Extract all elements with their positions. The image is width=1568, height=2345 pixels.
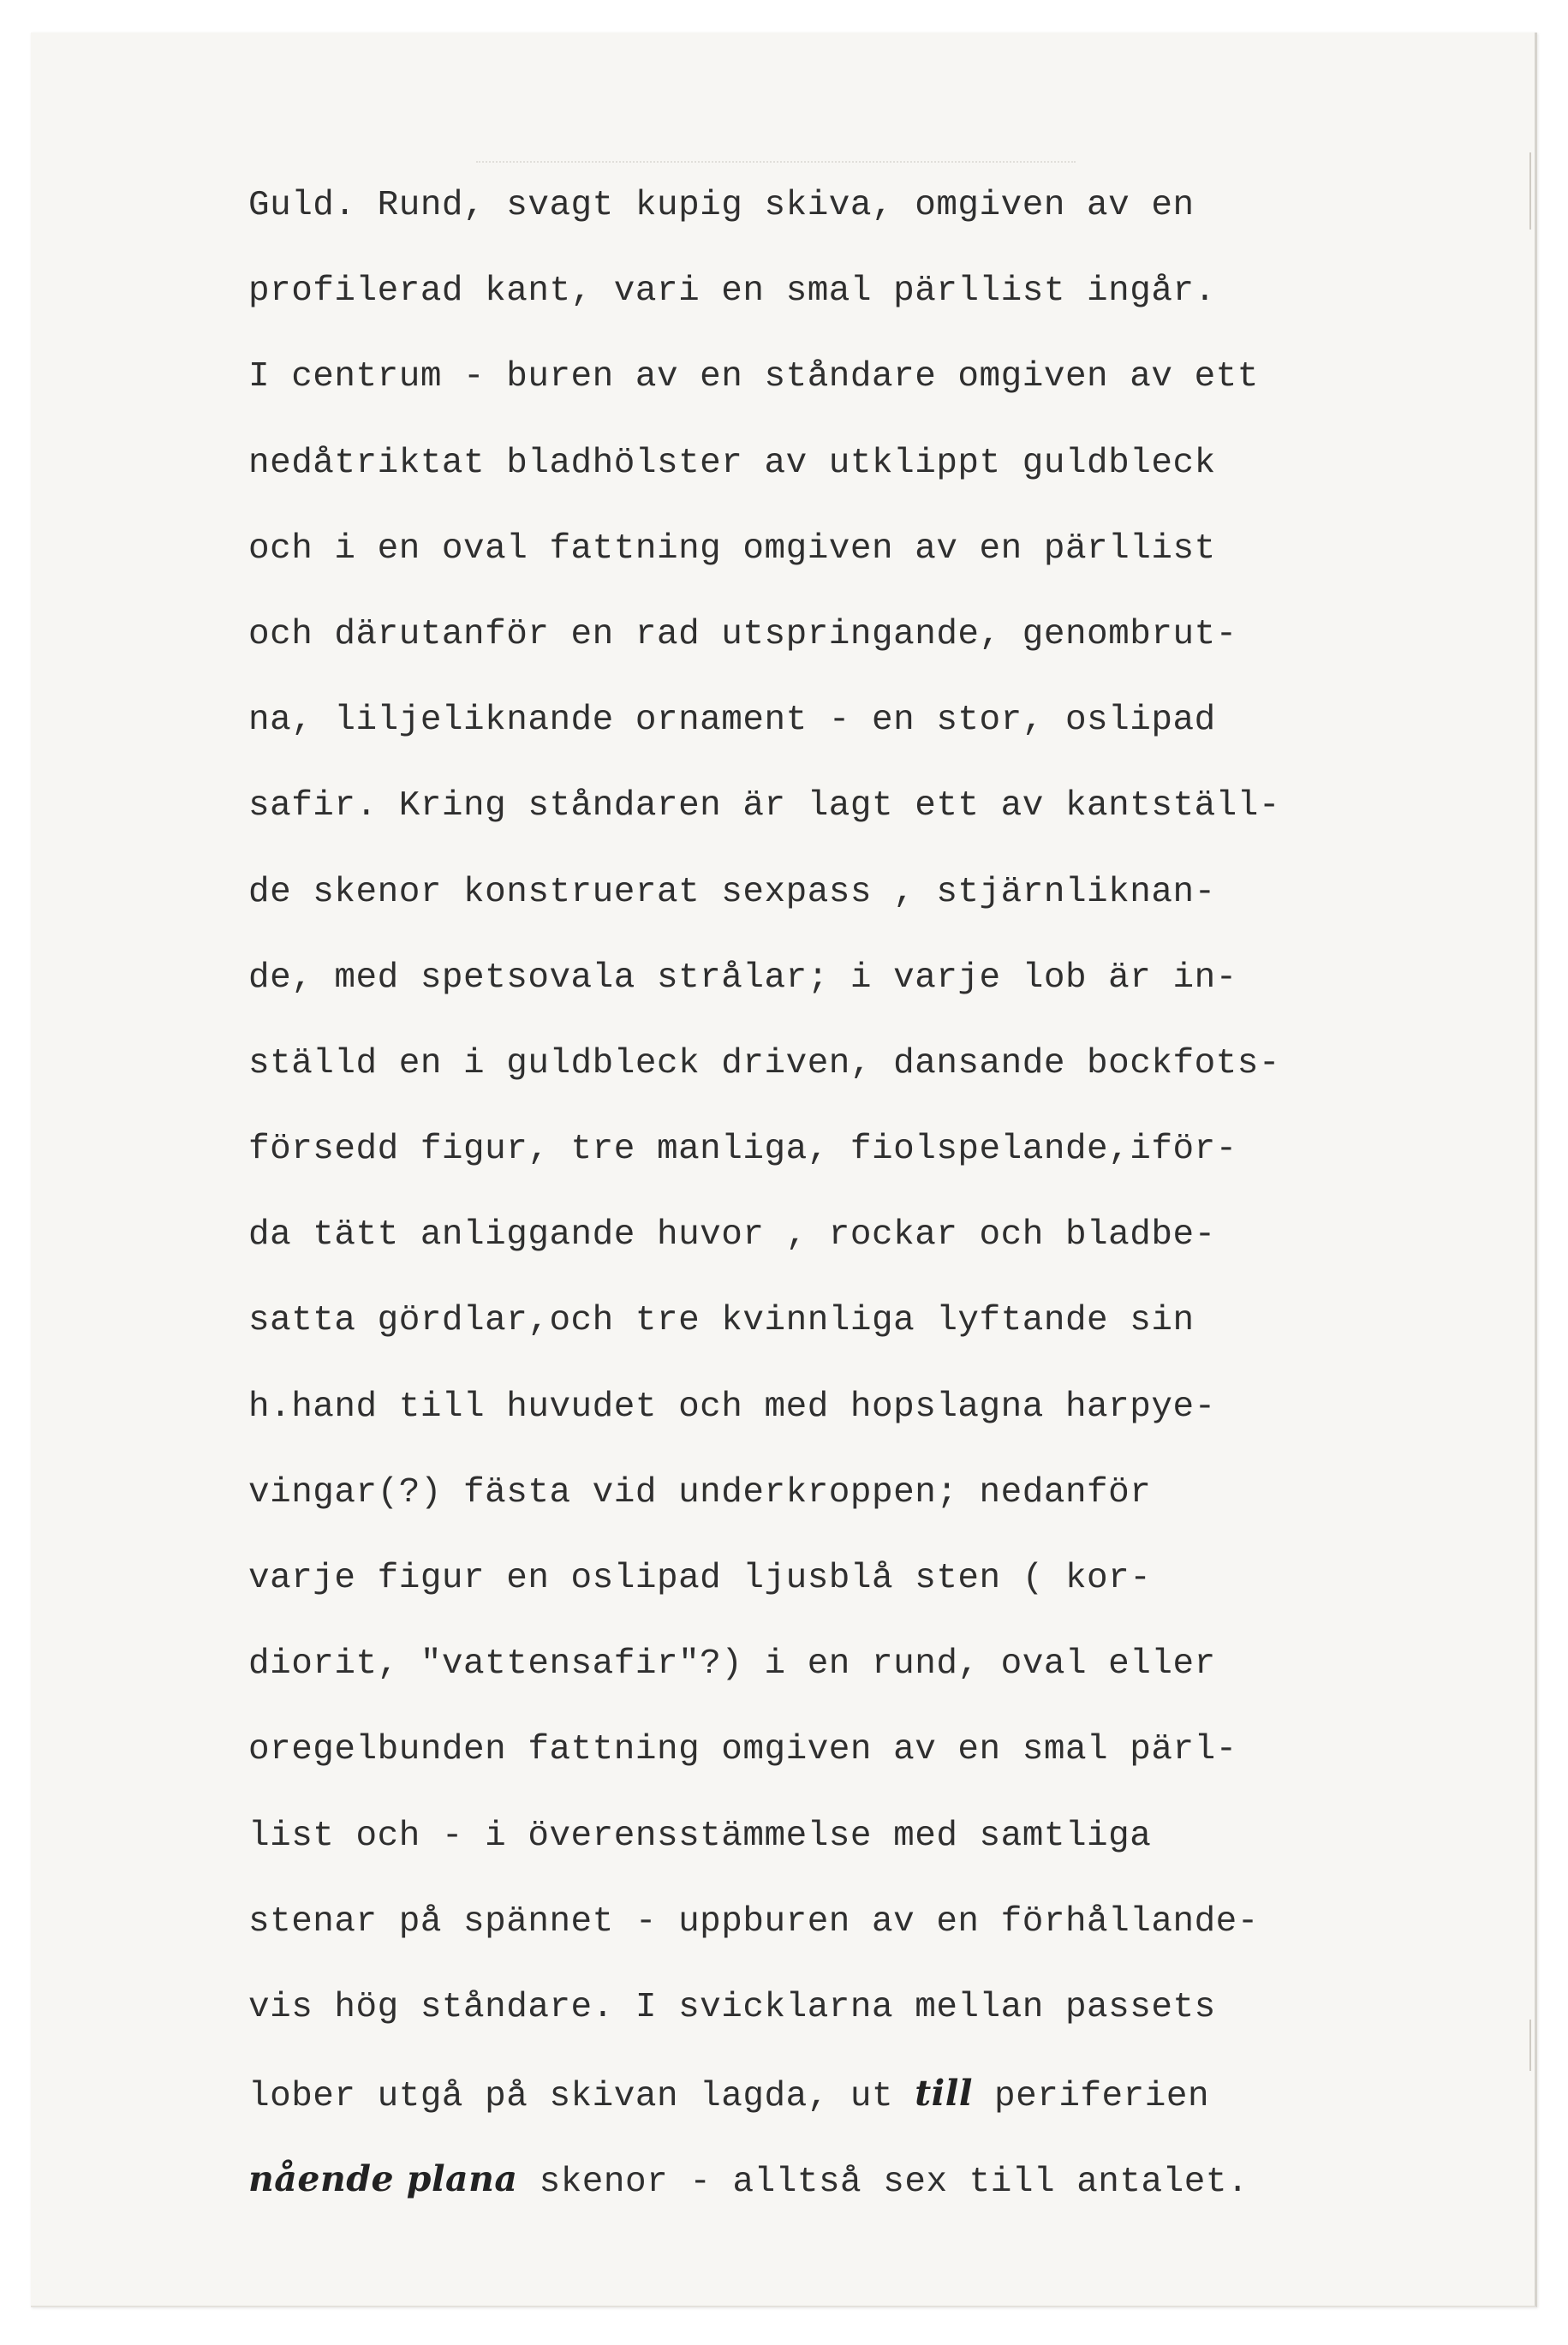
text-line: vingar(?) fästa vid underkroppen; nedanför [248, 1472, 1152, 1513]
text-line: och därutanför en rad utspringande, genombrut- [248, 614, 1237, 654]
text-line: diorit, "vattensafir"?) i en rund, oval eller [248, 1644, 1216, 1685]
text-line: da tätt anliggande huvor , rockar och bladbe- [248, 1215, 1216, 1256]
text-line: varje figur en oslipad ljusblå sten ( kor- [248, 1559, 1152, 1598]
text-line: h.hand till huvudet och med hopslagna harpye- [248, 1387, 1216, 1427]
handwritten-correction: nående plana [248, 2158, 518, 2200]
typed-text-block [248, 163, 1533, 2223]
text-line: na, liljeliknande ornament - en stor, oslipad [248, 701, 1216, 741]
text-line: I centrum - buren av en ståndare omgiven av ett [248, 357, 1259, 397]
typed-segment: periferien [972, 2077, 1210, 2117]
handwritten-insert: till [915, 2073, 973, 2115]
text-line: de, med spetsovala strålar; i varje lob är in- [248, 958, 1237, 998]
text-line: nedåtriktat bladhölster av utklippt guldbleck [248, 443, 1216, 483]
text-line-mixed [248, 2050, 1533, 2136]
text-line: list och - i överensstämmelse med samtliga [248, 1816, 1152, 1856]
text-line: stenar på spännet - uppburen av en förhållande- [248, 1901, 1259, 1942]
text-line: försedd figur, tre manliga, fiolspelande,iför- [248, 1130, 1237, 1170]
text-line-mixed [248, 2136, 1533, 2222]
text-line: Guld. Rund, svagt kupig skiva, omgiven av en [248, 186, 1195, 225]
text-line: de skenor konstruerat sexpass , stjärnliknan- [248, 872, 1216, 912]
text-line: profilerad kant, vari en smal pärllist ingår. [248, 271, 1216, 312]
text-line: oregelbunden fattning omgiven av en smal pärl- [248, 1730, 1237, 1770]
text-line: ställd en i guldbleck driven, dansande bockfots- [248, 1043, 1280, 1083]
text-line: safir. Kring ståndaren är lagt ett av kantställ- [248, 786, 1280, 826]
text-line: och i en oval fattning omgiven av en pärllist [248, 528, 1216, 569]
typed-segment: skenor - alltså sex till antalet. [517, 2163, 1249, 2203]
text-line: vis hög ståndare. I svicklarna mellan passets [248, 1987, 1216, 2027]
text-line: satta gördlar,och tre kvinnliga lyftande sin [248, 1301, 1195, 1341]
typed-segment: lober utgå på skivan lagda, ut [248, 2077, 915, 2117]
